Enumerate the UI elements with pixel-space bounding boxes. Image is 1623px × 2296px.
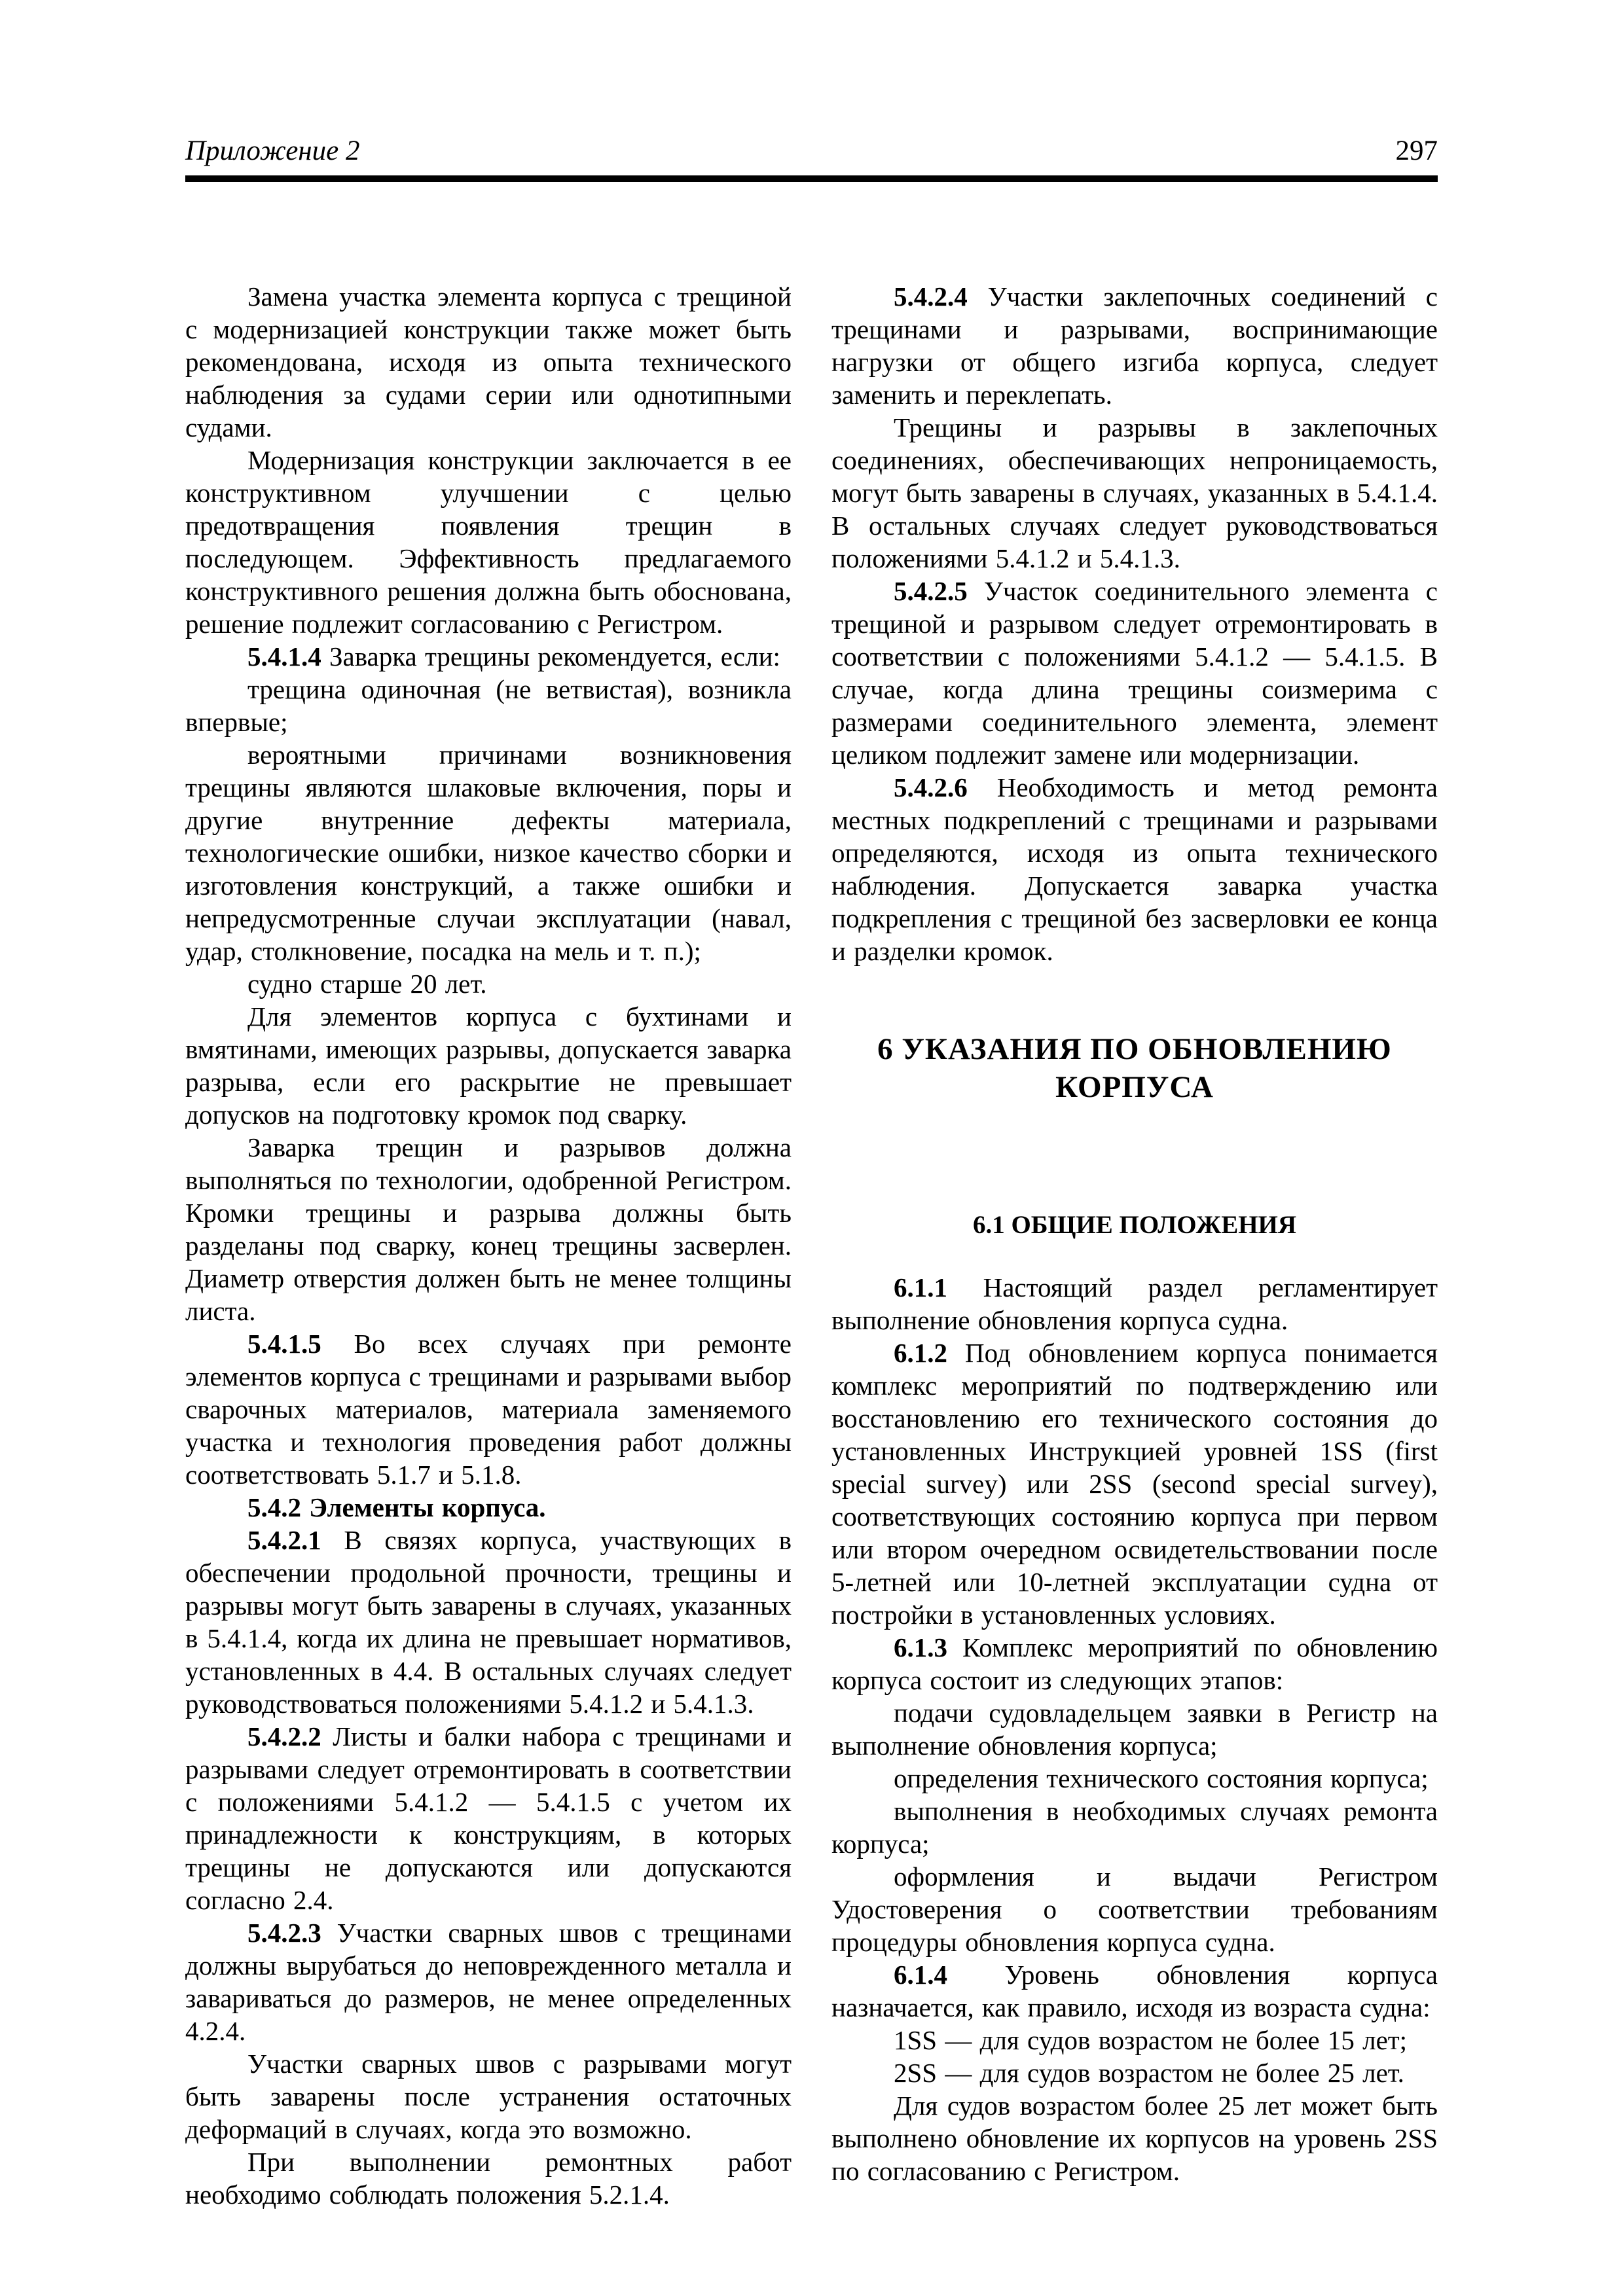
clause-number: 6.1.3 bbox=[894, 1632, 947, 1662]
paragraph-text: судно старше 20 лет. bbox=[247, 969, 487, 999]
paragraph bbox=[185, 444, 792, 640]
appendix-label: Приложение 2 bbox=[185, 135, 360, 166]
clause-number: 5.4.2.4 bbox=[894, 281, 968, 312]
paragraph bbox=[185, 1327, 792, 1491]
paragraph-text: Комплекс мероприятий по обновлению корпуса состоит из следующих этапов: bbox=[831, 1632, 1438, 1695]
paragraph-text: выполнения в необходимых случаях ремонта корпуса; bbox=[831, 1796, 1438, 1859]
page-number: 297 bbox=[1395, 135, 1438, 166]
paragraph bbox=[831, 1271, 1438, 1336]
section-heading bbox=[831, 1030, 1438, 1106]
page-header bbox=[185, 135, 1438, 182]
paragraph bbox=[831, 411, 1438, 575]
paragraph-text: 1SS — для судов возрастом не более 15 лет; bbox=[894, 2025, 1408, 2055]
paragraph bbox=[185, 1131, 792, 1327]
subsection-heading bbox=[831, 1210, 1438, 1241]
paragraph-text: В связях корпуса, участвующих в обеспечении продольной прочности, трещины и разрывы могут быть заварены в случаях, указанных в 5.4.1.4, когда их длина не превышает нормативов, установленных в 4.4. В остальных случаях следует руководствоваться положениями 5.4.1.2 и 5.4.1.3. bbox=[185, 1525, 792, 1719]
clause-number: 5.4.2.3 bbox=[247, 1918, 321, 1948]
paragraph-text: подачи судовладельцем заявки в Регистр на выполнение обновления корпуса; bbox=[831, 1698, 1438, 1761]
paragraph-text: Настоящий раздел регламентирует выполнение обновления корпуса судна. bbox=[831, 1272, 1438, 1335]
paragraph-text: Уровень обновления корпуса назначается, как правило, исходя из возраста судна: bbox=[831, 1960, 1438, 2022]
paragraph-text: трещина одиночная (не ветвистая), возникла впервые; bbox=[185, 674, 792, 737]
paragraph bbox=[185, 1720, 792, 1916]
text-column-left bbox=[185, 280, 792, 2211]
paragraph bbox=[831, 1762, 1438, 1795]
paragraph bbox=[831, 1696, 1438, 1762]
text-columns bbox=[185, 280, 1438, 2211]
paragraph-text: Модернизация конструкции заключается в ее конструктивном улучшении с целью предотвращения появления трещин в последующем. Эффективность предлагаемого конструктивного решения должна быть обоснована, решение подлежит согласованию с Регистром. bbox=[185, 445, 792, 639]
paragraph-text: Участки сварных швов с разрывами могут быть заварены после устранения остаточных деформаций в случаях, когда это возможно. bbox=[185, 2049, 792, 2144]
paragraph bbox=[185, 640, 792, 673]
text-column-right bbox=[831, 280, 1438, 2211]
paragraph bbox=[831, 2089, 1438, 2187]
paragraph-text: Необходимость и метод ремонта местных подкреплений с трещинами и разрывами определяются, исходя из опыта технического наблюдения. Допускается заварка участка подкрепления с трещиной без засверловки ее конца и разделки кромок. bbox=[831, 772, 1438, 966]
paragraph-text: оформления и выдачи Регистром Удостоверения о соответствии требованиям процедуры обновления корпуса судна. bbox=[831, 1861, 1438, 1957]
paragraph bbox=[831, 1795, 1438, 1860]
paragraph bbox=[831, 575, 1438, 771]
paragraph bbox=[185, 280, 792, 444]
paragraph bbox=[831, 771, 1438, 967]
paragraph-text: Участок соединительного элемента с трещиной и разрывом следует отремонтировать в соответствии с положениями 5.4.1.2 — 5.4.1.5. В случае, когда длина трещины соизмерима с размерами соединительного элемента, элемент целиком подлежит замене или модернизации. bbox=[831, 576, 1438, 770]
clause-number: 6.1.1 bbox=[894, 1272, 947, 1302]
clause-number: 5.4.2.1 bbox=[247, 1525, 321, 1555]
paragraph bbox=[185, 1491, 792, 1524]
clause-number: 5.4.2.2 bbox=[247, 1721, 321, 1751]
clause-number: 5.4.2.5 bbox=[894, 576, 968, 606]
paragraph-text: 2SS — для судов возрастом не более 25 лет. bbox=[894, 2058, 1404, 2088]
paragraph bbox=[185, 2145, 792, 2211]
paragraph bbox=[831, 2056, 1438, 2089]
paragraph bbox=[185, 1000, 792, 1131]
paragraph bbox=[185, 967, 792, 1000]
paragraph-text: Участки сварных швов с трещинами должны вырубаться до неповрежденного металла и завариваться до размеров, не менее определенных 4.2.4. bbox=[185, 1918, 792, 2046]
paragraph-text: 6 УКАЗАНИЯ ПО ОБНОВЛЕНИЮ КОРПУСА bbox=[877, 1032, 1392, 1104]
clause-number: 5.4.1.5 bbox=[247, 1329, 321, 1359]
paragraph bbox=[831, 2024, 1438, 2056]
paragraph-text: При выполнении ремонтных работ необходимо соблюдать положения 5.2.1.4. bbox=[185, 2147, 792, 2210]
paragraph-text: Для элементов корпуса с бухтинами и вмятинами, имеющих разрывы, допускается заварка разрыва, если его раскрытие не превышает допусков на подготовку кромок под сварку. bbox=[185, 1001, 792, 1130]
paragraph-text: 6.1 ОБЩИЕ ПОЛОЖЕНИЯ bbox=[972, 1211, 1297, 1239]
paragraph bbox=[831, 280, 1438, 411]
paragraph-text: Во всех случаях при ремонте элементов корпуса с трещинами и разрывами выбор сварочных материалов, материала заменяемого участка и технология проведения работ должны соответствовать 5.1.7 и 5.1.8. bbox=[185, 1329, 792, 1490]
paragraph bbox=[185, 2047, 792, 2145]
paragraph-text: Для судов возрастом более 25 лет может быть выполнено обновление их корпусов на уровень 2SS по согласованию с Регистром. bbox=[831, 2090, 1438, 2186]
clause-number: 5.4.2 Элементы корпуса. bbox=[247, 1492, 546, 1522]
clause-number: 6.1.4 bbox=[894, 1960, 947, 1990]
paragraph-text: Листы и балки набора с трещинами и разрывами следует отремонтировать в соответствии с положениями 5.4.1.2 — 5.4.1.5 с учетом их принадлежности к конструкциям, в которых трещины не допускаются или допускаются согласно 2.4. bbox=[185, 1721, 792, 1915]
paragraph bbox=[185, 673, 792, 738]
clause-number: 5.4.1.4 bbox=[247, 641, 321, 672]
paragraph bbox=[185, 1524, 792, 1720]
paragraph bbox=[185, 738, 792, 967]
paragraph bbox=[831, 1631, 1438, 1696]
paragraph-text: Замена участка элемента корпуса с трещиной с модернизацией конструкции также может быть рекомендована, исходя из опыта технического наблюдения за судами серии или однотипными судами. bbox=[185, 281, 792, 442]
paragraph-text: Заварка трещин и разрывов должна выполняться по технологии, одобренной Регистром. Кромки трещины и разрыва должны быть разделаны под сварку, конец трещины засверлен. Диаметр отверстия должен быть не менее толщины листа. bbox=[185, 1132, 792, 1326]
paragraph-text: Под обновлением корпуса понимается комплекс мероприятий по подтверждению или восстановлению его технического состояния до установленных Инструкцией уровней 1SS (first special survey) или 2SS (second special survey), соответствующих состоянию корпуса при первом или втором очередном освидетельствовании после 5-летней или 10-летней эксплуатации судна от постройки в установленных условиях. bbox=[831, 1338, 1438, 1630]
paragraph bbox=[831, 1336, 1438, 1631]
clause-number: 5.4.2.6 bbox=[894, 772, 968, 802]
paragraph bbox=[831, 1860, 1438, 1958]
paragraph-text: Заварка трещины рекомендуется, если: bbox=[329, 641, 780, 672]
paragraph-text: Участки заклепочных соединений с трещинами и разрывами, воспринимающие нагрузки от общего изгиба корпуса, следует заменить и переклепать. bbox=[831, 281, 1438, 410]
paragraph bbox=[185, 1916, 792, 2047]
clause-number: 6.1.2 bbox=[894, 1338, 947, 1368]
paragraph bbox=[831, 1958, 1438, 2024]
paragraph-text: определения технического состояния корпуса; bbox=[894, 1763, 1429, 1793]
paragraph-text: Трещины и разрывы в заклепочных соединениях, обеспечивающих непроницаемость, могут быть заварены в случаях, указанных в 5.4.1.4. В остальных случаях следует руководствоваться положениями 5.4.1.2 и 5.4.1.3. bbox=[831, 412, 1438, 573]
paragraph-text: вероятными причинами возникновения трещины являются шлаковые включения, поры и другие внутренние дефекты материала, технологические ошибки, низкое качество сборки и изготовления конструкций, а также ошибки и непредусмотренные случаи эксплуатации (навал, удар, столкновение, посадка на мель и т. п.); bbox=[185, 740, 792, 966]
